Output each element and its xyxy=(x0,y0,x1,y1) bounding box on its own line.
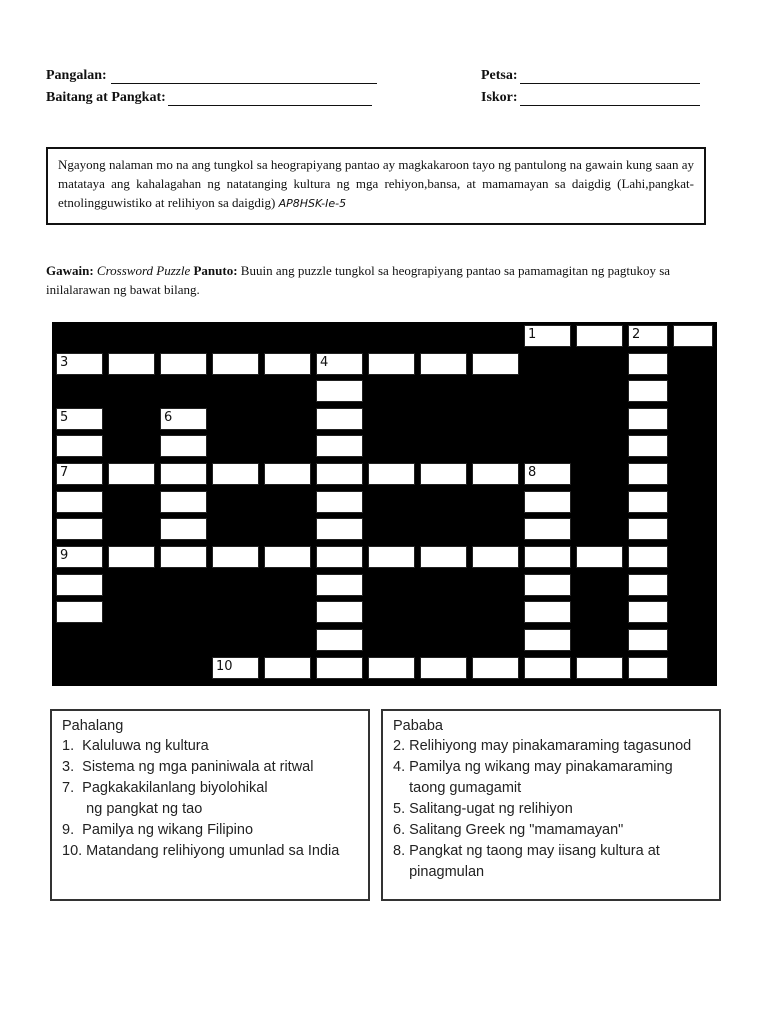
clue-number: 4 xyxy=(320,355,329,370)
across-title: Pahalang xyxy=(62,718,124,734)
crossword-cell[interactable] xyxy=(160,408,207,430)
crossword-cell[interactable] xyxy=(212,353,259,375)
crossword-grid xyxy=(52,322,717,686)
crossword-cell[interactable] xyxy=(524,657,571,679)
crossword-cell[interactable] xyxy=(628,518,668,540)
down-clue-item: 2. Relihiyong may pinakamaraming tagasunod xyxy=(393,738,692,754)
score-field-line[interactable] xyxy=(520,91,700,106)
across-clue-item: 9. Pamilya ng wikang Filipino xyxy=(62,822,254,838)
crossword-cell[interactable] xyxy=(316,518,363,540)
across-clue-item: ng pangkat ng tao xyxy=(62,801,203,817)
crossword-cell[interactable] xyxy=(316,629,363,651)
crossword-cell[interactable] xyxy=(160,353,207,375)
crossword-cell[interactable] xyxy=(316,380,363,402)
across-clue-item: 7. Pagkakakilanlang biyolohikal xyxy=(62,780,268,796)
crossword-cell[interactable] xyxy=(160,491,207,513)
crossword-cell[interactable] xyxy=(472,546,519,568)
date-row xyxy=(481,68,700,84)
clue-number: 9 xyxy=(60,548,69,563)
crossword-cell[interactable] xyxy=(420,353,467,375)
crossword-cell[interactable] xyxy=(628,353,668,375)
crossword-cell[interactable] xyxy=(368,463,415,485)
down-clue-item: 6. Salitang Greek ng "mamamayan" xyxy=(393,822,624,838)
crossword-cell[interactable] xyxy=(368,657,415,679)
crossword-cell[interactable] xyxy=(628,408,668,430)
crossword-cell[interactable] xyxy=(56,574,103,596)
crossword-cell[interactable] xyxy=(628,325,668,347)
crossword-cell[interactable] xyxy=(628,657,668,679)
crossword-cell[interactable] xyxy=(108,546,155,568)
crossword-cell[interactable] xyxy=(160,518,207,540)
crossword-cell[interactable] xyxy=(316,435,363,457)
across-clue-item: 10. Matandang relihiyong umunlad sa India xyxy=(62,843,340,859)
crossword-cell[interactable] xyxy=(420,657,467,679)
crossword-cell[interactable] xyxy=(108,353,155,375)
gawain-value: Crossword Puzzle xyxy=(96,263,191,278)
crossword-cell[interactable] xyxy=(420,546,467,568)
crossword-cell[interactable] xyxy=(108,463,155,485)
crossword-cell[interactable] xyxy=(264,546,311,568)
crossword-cell[interactable] xyxy=(56,463,103,485)
grade-label: Baitang at Pangkat: xyxy=(46,90,166,105)
competency-code: AP8HSK-Ie-5 xyxy=(278,197,347,210)
crossword-cell[interactable] xyxy=(316,408,363,430)
crossword-cell[interactable] xyxy=(628,380,668,402)
crossword-cell[interactable] xyxy=(524,518,571,540)
crossword-cell[interactable] xyxy=(316,463,363,485)
clue-number: 10 xyxy=(216,659,233,674)
intro-box xyxy=(46,147,706,225)
date-label: Petsa: xyxy=(481,68,518,83)
crossword-cell[interactable] xyxy=(524,601,571,623)
crossword-cell[interactable] xyxy=(524,546,571,568)
crossword-cell[interactable] xyxy=(524,574,571,596)
crossword-cell[interactable] xyxy=(368,546,415,568)
date-field-line[interactable] xyxy=(520,69,700,84)
crossword-cell[interactable] xyxy=(628,629,668,651)
across-clues-box xyxy=(50,709,370,901)
crossword-cell[interactable] xyxy=(576,325,623,347)
down-clues-box xyxy=(381,709,721,901)
across-clue-item: 1. Kaluluwa ng kultura xyxy=(62,738,209,754)
crossword-cell[interactable] xyxy=(420,463,467,485)
crossword-cell[interactable] xyxy=(673,325,713,347)
gawain-label: Gawain: xyxy=(46,263,94,278)
crossword-cell[interactable] xyxy=(628,574,668,596)
name-row xyxy=(46,68,377,84)
across-clue-item: 3. Sistema ng mga paniniwala at ritwal xyxy=(62,759,314,775)
crossword-cell[interactable] xyxy=(56,518,103,540)
clue-number: 7 xyxy=(60,465,69,480)
crossword-cell[interactable] xyxy=(56,408,103,430)
clue-number: 6 xyxy=(164,410,173,425)
intro-text: Ngayong nalaman mo na ang tungkol sa heograpiyang pantao ay magkakaroon tayo ng pantulong na gawain kung saan ay matataya ang kahalagahan ng natatanging kultura ng mga rehiyon,bansa, at mamamayan sa daigdig (Lahi,pangkat-etnolingguwistiko at relihiyon sa daigdig) xyxy=(58,157,694,210)
panuto-label: Panuto: xyxy=(193,263,238,278)
down-clue-item: pinagmulan xyxy=(393,864,485,880)
crossword-cell[interactable] xyxy=(576,546,623,568)
score-row xyxy=(481,90,700,106)
crossword-cell[interactable] xyxy=(56,353,103,375)
crossword-cell[interactable] xyxy=(160,546,207,568)
grade-field-line[interactable] xyxy=(168,91,372,106)
crossword-cell[interactable] xyxy=(472,657,519,679)
crossword-cell[interactable] xyxy=(264,353,311,375)
panuto-text: Buuin ang puzzle tungkol sa heograpiyang pantao sa pamamagitan ng pagtukoy sa inilalarawan ng bawat bilang. xyxy=(46,263,671,297)
crossword-cell[interactable] xyxy=(56,491,103,513)
crossword-cell[interactable] xyxy=(56,435,103,457)
crossword-cell[interactable] xyxy=(628,491,668,513)
crossword-cell[interactable] xyxy=(212,546,259,568)
crossword-cell[interactable] xyxy=(56,546,103,568)
crossword-cell[interactable] xyxy=(264,463,311,485)
clue-number: 2 xyxy=(632,327,641,342)
crossword-cell[interactable] xyxy=(264,657,311,679)
crossword-cell[interactable] xyxy=(316,574,363,596)
crossword-cell[interactable] xyxy=(524,463,571,485)
crossword-cell[interactable] xyxy=(212,463,259,485)
task-instructions xyxy=(46,261,726,299)
name-label: Pangalan: xyxy=(46,68,107,83)
crossword-cell[interactable] xyxy=(628,435,668,457)
crossword-cell[interactable] xyxy=(472,353,519,375)
crossword-cell[interactable] xyxy=(368,353,415,375)
grade-row xyxy=(46,90,372,106)
crossword-cell[interactable] xyxy=(316,601,363,623)
crossword-cell[interactable] xyxy=(472,463,519,485)
clue-number: 3 xyxy=(60,355,69,370)
name-field-line[interactable] xyxy=(111,69,377,84)
down-clue-item: 8. Pangkat ng taong may iisang kultura at xyxy=(393,843,660,859)
down-clue-item: 4. Pamilya ng wikang may pinakamaraming xyxy=(393,759,673,775)
crossword-cell[interactable] xyxy=(628,546,668,568)
crossword-cell[interactable] xyxy=(524,491,571,513)
down-clue-item: 5. Salitang-ugat ng relihiyon xyxy=(393,801,573,817)
down-title: Pababa xyxy=(393,718,443,734)
crossword-cell[interactable] xyxy=(628,601,668,623)
crossword-cell[interactable] xyxy=(316,546,363,568)
crossword-cell[interactable] xyxy=(524,325,571,347)
crossword-cell[interactable] xyxy=(628,463,668,485)
clue-number: 1 xyxy=(528,327,537,342)
crossword-cell[interactable] xyxy=(212,657,259,679)
clue-number: 8 xyxy=(528,465,537,480)
score-label: Iskor: xyxy=(481,90,518,105)
crossword-cell[interactable] xyxy=(576,657,623,679)
crossword-cell[interactable] xyxy=(316,491,363,513)
crossword-cell[interactable] xyxy=(160,463,207,485)
down-clue-item: taong gumagamit xyxy=(393,780,522,796)
clue-number: 5 xyxy=(60,410,69,425)
crossword-cell[interactable] xyxy=(524,629,571,651)
crossword-cell[interactable] xyxy=(316,657,363,679)
crossword-cell[interactable] xyxy=(56,601,103,623)
crossword-cell[interactable] xyxy=(160,435,207,457)
crossword-cell[interactable] xyxy=(316,353,363,375)
